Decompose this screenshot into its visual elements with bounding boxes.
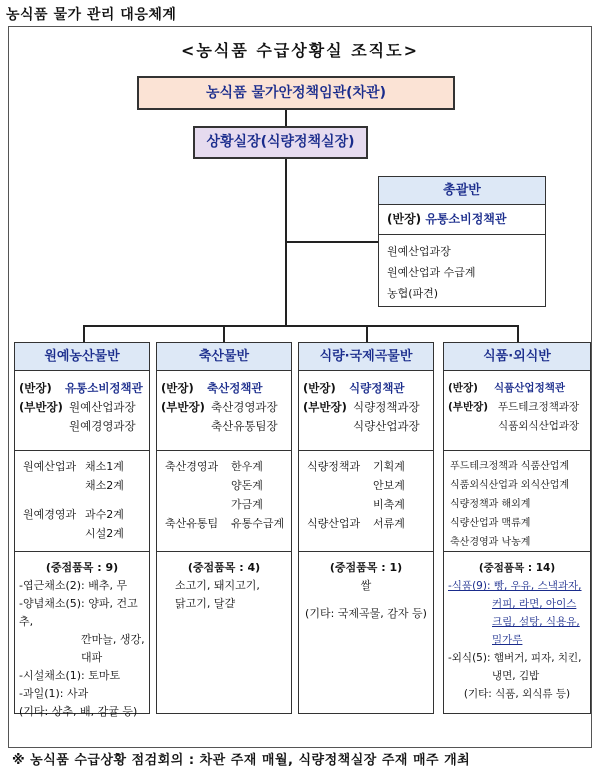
horticulture-team-box bbox=[14, 342, 150, 718]
connector-col-3 bbox=[366, 325, 368, 342]
unit-dept: 축산경영과 bbox=[165, 460, 219, 473]
unit-team: 채소1계 bbox=[85, 460, 124, 473]
lead-name: 식량정책관 bbox=[349, 381, 405, 395]
key-items bbox=[444, 553, 590, 714]
connector-horizontal-bus bbox=[83, 325, 519, 327]
unit-team: 유통수급계 bbox=[231, 517, 285, 530]
unit-team: 채소2계 bbox=[85, 479, 124, 492]
lead-name: 식품산업정책관 bbox=[494, 382, 566, 394]
team-leaders bbox=[299, 372, 433, 451]
connector-col-2 bbox=[223, 325, 225, 342]
unit-team: 가금계 bbox=[231, 498, 263, 511]
deputy-label: (부반장) bbox=[19, 400, 63, 414]
unit-team: 서류계 bbox=[373, 517, 405, 530]
deputy-name: 축산유통팀장 bbox=[211, 419, 278, 433]
deputy-name: 식량정책과장 bbox=[353, 400, 420, 414]
lead-label: (반장) bbox=[161, 381, 194, 395]
connector-top-to-situation bbox=[285, 110, 287, 126]
key-item: -양념채소(5): 양파, 건고추, bbox=[19, 597, 138, 628]
deputy-name: 원예산업과장 bbox=[69, 400, 136, 414]
key-item-food: 밀가루 bbox=[492, 634, 523, 646]
key-item-food: 크림, 설탕, 식용유, bbox=[492, 616, 580, 628]
vice-minister-box: 농식품 물가안정책임관(차관) bbox=[137, 76, 455, 110]
deputy-name: 식량산업과장 bbox=[353, 419, 420, 433]
unit-team: 과수2계 bbox=[85, 508, 124, 521]
unit-line: 원예산업과장 bbox=[387, 245, 451, 258]
key-item-dining: -외식(5): 햄버거, 피자, 치킨, bbox=[448, 652, 582, 664]
unit-dept: 식량산업과 bbox=[307, 517, 361, 530]
key-items bbox=[15, 553, 149, 718]
team-title: 식품·외식반 bbox=[444, 343, 590, 371]
unit-dept: 축산유통팀 bbox=[165, 517, 219, 530]
deputy-name: 축산경영과장 bbox=[211, 400, 278, 414]
key-item-other: (기타: 국제곡물, 감자 등) bbox=[305, 607, 427, 620]
key-item: 쌀 bbox=[360, 579, 372, 592]
team-units bbox=[444, 452, 590, 552]
general-team-box bbox=[378, 176, 546, 307]
unit-dept: 식량정책과 bbox=[307, 460, 361, 473]
unit-line: 농협(파견) bbox=[387, 287, 439, 300]
key-items-header: (중점품목 : 14) bbox=[478, 562, 556, 574]
key-items bbox=[299, 553, 433, 714]
team-units bbox=[15, 452, 149, 552]
key-items-header: (중점품목 : 1) bbox=[329, 561, 403, 574]
general-team-title: 총괄반 bbox=[379, 177, 545, 205]
team-leaders bbox=[15, 372, 149, 451]
team-units bbox=[299, 452, 433, 552]
lead-label: (반장) bbox=[303, 381, 336, 395]
grain-team-box bbox=[298, 342, 434, 714]
key-item: 대파 bbox=[81, 651, 103, 664]
unit-line: 푸드테크정책과 식품산업계 bbox=[450, 461, 570, 472]
unit-line: 식량정책과 해외계 bbox=[450, 499, 531, 510]
deputy-name: 푸드테크정책과장 bbox=[498, 401, 580, 413]
key-items bbox=[157, 553, 291, 714]
team-title: 축산물반 bbox=[157, 343, 291, 371]
unit-team: 비축계 bbox=[373, 498, 405, 511]
key-item-other: (기타: 식품, 외식류 등) bbox=[463, 688, 571, 700]
key-item: -시설채소(1): 토마토 bbox=[19, 669, 121, 682]
key-items-header: (중점품목 : 9) bbox=[45, 561, 119, 574]
deputy-label: (부반장) bbox=[303, 400, 347, 414]
unit-team: 시설2계 bbox=[85, 527, 124, 540]
lead-label: (반장) bbox=[19, 381, 52, 395]
diagram-title: <농식품 수급상황실 조직도> bbox=[181, 41, 419, 60]
key-item-food: 커피, 라면, 아이스 bbox=[492, 598, 577, 610]
key-item: 닭고기, 달걀 bbox=[175, 597, 236, 610]
lead-label: (반장) bbox=[387, 212, 422, 226]
lead-label: (반장) bbox=[448, 382, 478, 394]
unit-team: 기획계 bbox=[373, 460, 405, 473]
situation-room-box: 상황실장(식량정책실장) bbox=[193, 126, 368, 159]
team-units bbox=[157, 452, 291, 552]
page-title: 농식품 물가 관리 대응체계 bbox=[6, 7, 177, 23]
key-item: -과일(1): 사과 bbox=[19, 687, 89, 700]
unit-team: 양돈계 bbox=[231, 479, 263, 492]
unit-team: 한우계 bbox=[231, 460, 263, 473]
key-item-other: (기타: 상추, 배, 감귤 등) bbox=[19, 705, 138, 718]
lead-name: 유통소비정책관 bbox=[425, 212, 507, 226]
unit-team: 안보계 bbox=[373, 479, 405, 492]
deputy-label: (부반장) bbox=[448, 401, 489, 413]
unit-dept: 원예산업과 bbox=[23, 460, 77, 473]
key-item: -엽근채소(2): 배추, 무 bbox=[19, 579, 128, 592]
footnote: ※ 농식품 수급상황 점검회의 : 차관 주재 매월, 식량정책실장 주재 매주 개최 bbox=[12, 753, 471, 768]
deputy-name: 원예경영과장 bbox=[69, 419, 136, 433]
deputy-label: (부반장) bbox=[161, 400, 205, 414]
lead-name: 유통소비정책관 bbox=[65, 381, 143, 395]
connector-col-1 bbox=[83, 325, 85, 342]
unit-line: 축산경영과 낙농계 bbox=[450, 537, 531, 548]
team-title: 원예농산물반 bbox=[15, 343, 149, 371]
connector-to-general bbox=[287, 241, 378, 243]
general-team-units bbox=[379, 235, 545, 310]
deputy-name: 식품외식산업과장 bbox=[498, 420, 580, 432]
team-leaders bbox=[444, 372, 590, 451]
general-team-lead bbox=[379, 205, 545, 235]
food-dining-team-box bbox=[443, 342, 591, 714]
livestock-team-box bbox=[156, 342, 292, 714]
key-items-header: (중점품목 : 4) bbox=[187, 561, 261, 574]
connector-col-4 bbox=[517, 325, 519, 342]
team-leaders bbox=[157, 372, 291, 451]
key-item-dining: 냉면, 김밥 bbox=[492, 670, 540, 682]
unit-line: 식량산업과 맥류계 bbox=[450, 518, 531, 529]
lead-name: 축산정책관 bbox=[207, 381, 263, 395]
team-title: 식량·국제곡물반 bbox=[299, 343, 433, 371]
unit-dept: 원예경영과 bbox=[23, 508, 77, 521]
key-item: 소고기, 돼지고기, bbox=[175, 579, 260, 592]
unit-line: 원예산업과 수급계 bbox=[387, 266, 476, 279]
key-item-food: -식품(9): 빵, 우유, 스낵과자, bbox=[448, 580, 582, 592]
key-item: 깐마늘, 생강, bbox=[81, 633, 145, 646]
unit-line: 식품외식산업과 외식산업계 bbox=[450, 480, 570, 491]
